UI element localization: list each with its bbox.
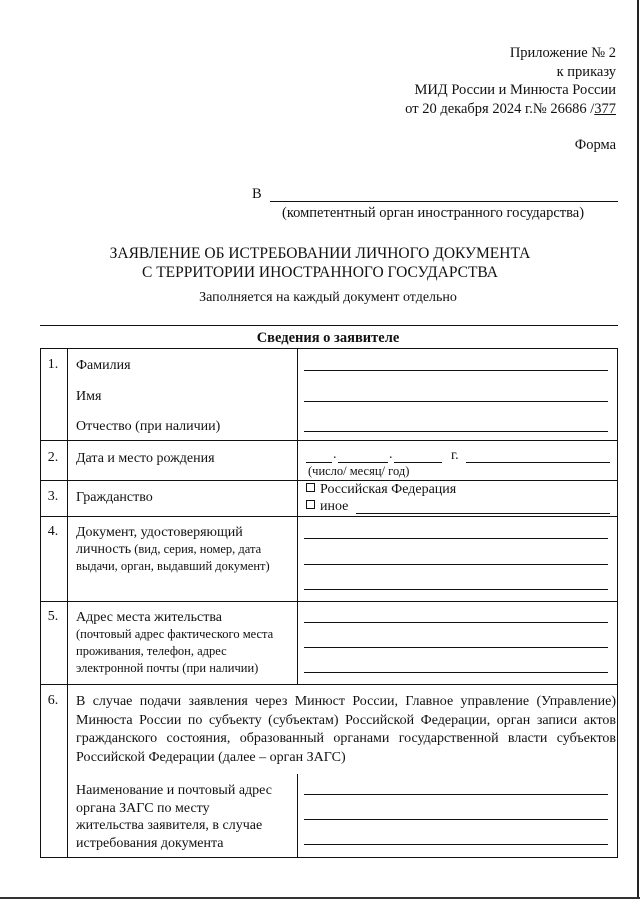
birth-label: Дата и место рождения — [76, 451, 215, 466]
patronymic-field[interactable] — [304, 431, 608, 432]
citizenship-other-field[interactable] — [356, 513, 610, 514]
scan-edge-right — [637, 0, 639, 899]
id-document-label — [76, 524, 270, 575]
date-dot: . — [333, 447, 337, 462]
id-doc-line-1: Документ, удостоверяющий — [76, 525, 243, 540]
table-border-bottom — [40, 857, 618, 858]
table-border-left — [40, 348, 41, 857]
surname-field[interactable] — [304, 370, 608, 371]
id-doc-line-3: выдачи, орган, выдавший документ) — [76, 559, 270, 573]
birth-day-field[interactable] — [306, 462, 332, 463]
zags-label-line-3: жительства заявителя, в случае — [76, 818, 263, 833]
title-line-2: С ТЕРРИТОРИИ ИНОСТРАННОГО ГОСУДАРСТВА — [142, 264, 498, 281]
table-row-divider — [40, 516, 618, 517]
citizenship-label: Гражданство — [76, 490, 153, 505]
option-label: иное — [320, 499, 349, 514]
birth-month-field[interactable] — [338, 462, 388, 463]
title-line-1: ЗАЯВЛЕНИЕ ОБ ИСТРЕБОВАНИИ ЛИЧНОГО ДОКУМЕНТА — [109, 245, 531, 262]
section-divider — [40, 325, 618, 326]
address-line-4: электронной почты (при наличии) — [76, 661, 259, 675]
zags-label-line-4: истребования документа — [76, 835, 224, 851]
appendix-block — [405, 44, 616, 118]
appendix-line-1: Приложение № 2 — [509, 45, 616, 61]
table-col-divider — [67, 348, 68, 857]
option-label: Российская Федерация — [320, 482, 457, 497]
address-label — [76, 609, 273, 677]
citizenship-option-other[interactable] — [306, 499, 348, 515]
form-label: Форма — [574, 137, 616, 153]
table-row-divider — [40, 440, 618, 441]
document-subtitle: Заполняется на каждый документ отдельно — [199, 290, 457, 305]
address-line-1: Адрес места жительства — [76, 610, 222, 625]
row-1-number: 1. — [47, 357, 59, 372]
order-date: от 20 декабря 2024 г.№ 26686 / — [405, 100, 595, 117]
document-title — [0, 244, 640, 282]
zags-label — [76, 782, 272, 852]
zags-paragraph: В случае подачи заявления через Минюст России, Главное управление (Управление) Минюста России по субъекту (субъектам) Российской Федерации, орган записи актов гражданского состояния, образованный органами государственной власти субъектов Российской Федерации (далее – орган ЗАГС) — [76, 694, 616, 765]
date-caption: (число/ месяц/ год) — [308, 464, 410, 478]
order-date-line — [405, 100, 616, 119]
address-line-2: (почтовый адрес фактического места — [76, 627, 274, 641]
table-col-divider — [297, 348, 298, 684]
addressee-caption: (компетентный орган иностранного государства) — [282, 205, 585, 221]
section-heading: Сведения о заявителе — [256, 330, 400, 346]
birth-place-field[interactable] — [466, 462, 610, 463]
birth-year-field[interactable] — [394, 462, 442, 463]
row-3-number: 3. — [47, 489, 59, 504]
row-2-number: 2. — [47, 450, 59, 465]
id-doc-line-2 — [76, 541, 270, 558]
table-col-divider — [297, 774, 298, 857]
addressee-field[interactable] — [270, 201, 618, 202]
year-suffix: г. — [451, 448, 459, 463]
zags-label-line-1: Наименование и почтовый адрес — [76, 783, 272, 798]
addressee-prefix: В — [252, 186, 262, 202]
table-row-divider — [40, 480, 618, 481]
row-4-number: 4. — [47, 524, 59, 539]
id-document-field-1[interactable] — [304, 538, 608, 539]
table-row-divider — [40, 601, 618, 602]
appendix-line-3: МИД России и Минюста России — [414, 82, 616, 98]
row-5-number: 5. — [47, 609, 59, 624]
zags-field-2[interactable] — [304, 819, 608, 820]
zags-field-3[interactable] — [304, 844, 608, 845]
address-field-2[interactable] — [304, 647, 608, 648]
name-field[interactable] — [304, 401, 608, 402]
order-number: 377 — [594, 100, 616, 117]
row-6-number: 6. — [47, 693, 59, 708]
zags-label-line-2: органа ЗАГС по месту — [76, 800, 210, 816]
appendix-line-2: к приказу — [556, 63, 616, 80]
checkbox-icon[interactable] — [306, 500, 315, 509]
citizenship-option-russia[interactable] — [306, 482, 456, 498]
id-doc-line-2a: личность — [76, 542, 132, 557]
table-row-divider — [40, 684, 618, 685]
address-field-3[interactable] — [304, 672, 608, 673]
address-line-3: проживания, телефон, адрес — [76, 644, 227, 658]
address-field-1[interactable] — [304, 622, 608, 623]
date-dot: . — [389, 447, 393, 462]
name-label: Имя — [76, 389, 102, 404]
id-document-field-2[interactable] — [304, 564, 608, 565]
patronymic-label: Отчество (при наличии) — [76, 419, 221, 434]
table-border-top — [40, 348, 618, 349]
zags-field-1[interactable] — [304, 794, 608, 795]
table-border-right — [617, 348, 618, 857]
id-doc-line-2b: (вид, серия, номер, дата — [131, 542, 262, 556]
checkbox-icon[interactable] — [306, 483, 315, 492]
surname-label: Фамилия — [76, 358, 131, 373]
id-document-field-3[interactable] — [304, 589, 608, 590]
